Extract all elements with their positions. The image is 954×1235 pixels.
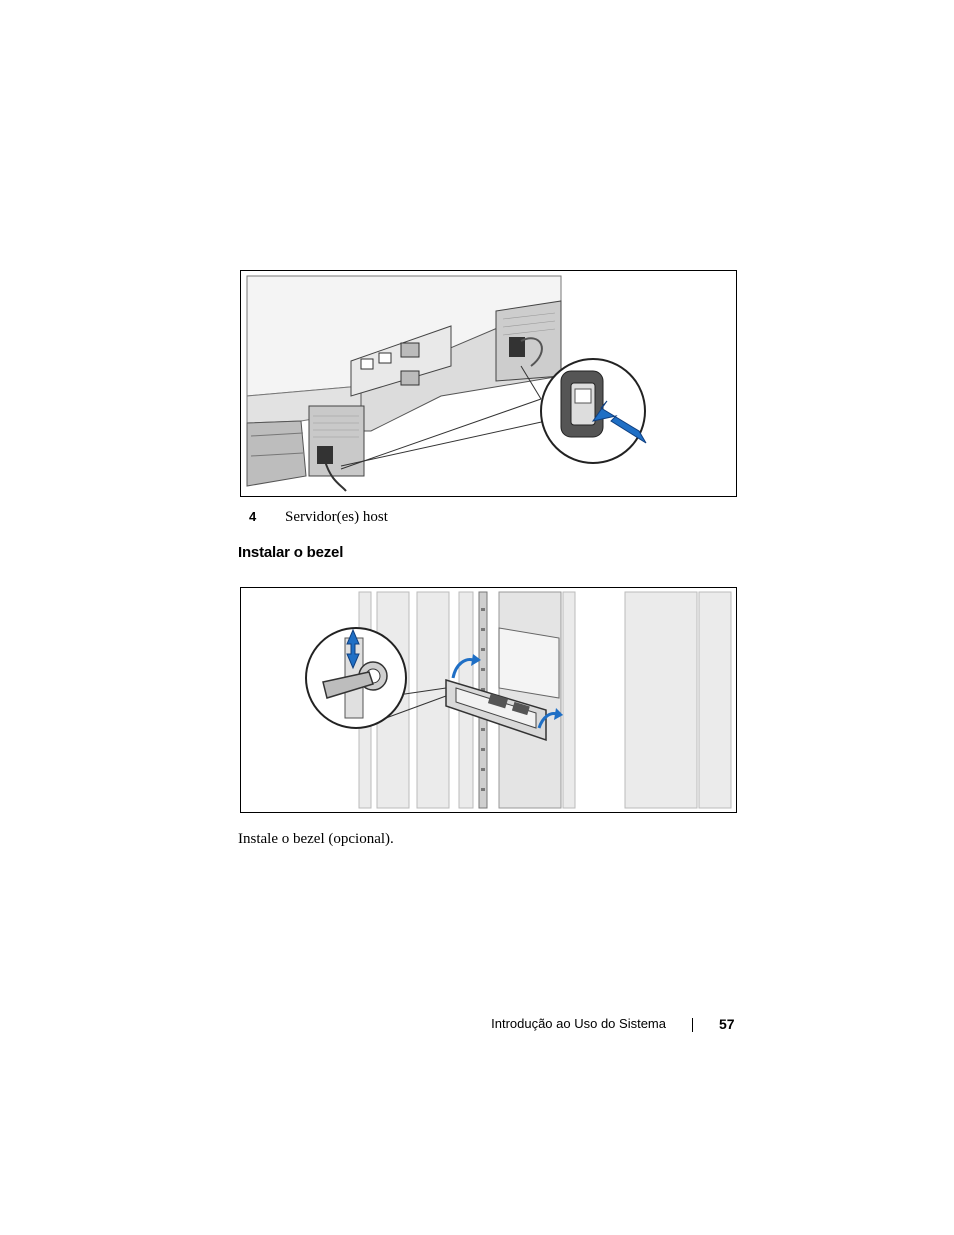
figure-power-switch — [240, 270, 737, 497]
section-heading: Instalar o bezel — [238, 544, 344, 561]
footer-title: Introdução ao Uso do Sistema — [491, 1016, 666, 1031]
legend-item — [249, 507, 388, 527]
instruction-text: Instale o bezel (opcional). — [238, 831, 394, 847]
figure-legend — [249, 507, 388, 527]
legend-number: 4 — [249, 509, 257, 524]
page-number: 57 — [719, 1016, 735, 1032]
rack-icon — [241, 588, 736, 812]
storage-enclosure-icon — [241, 271, 736, 496]
footer-separator — [692, 1018, 693, 1032]
legend-label: Servidor(es) host — [285, 509, 388, 525]
figure-install-bezel — [240, 587, 737, 813]
power-switch-icon — [561, 371, 603, 437]
